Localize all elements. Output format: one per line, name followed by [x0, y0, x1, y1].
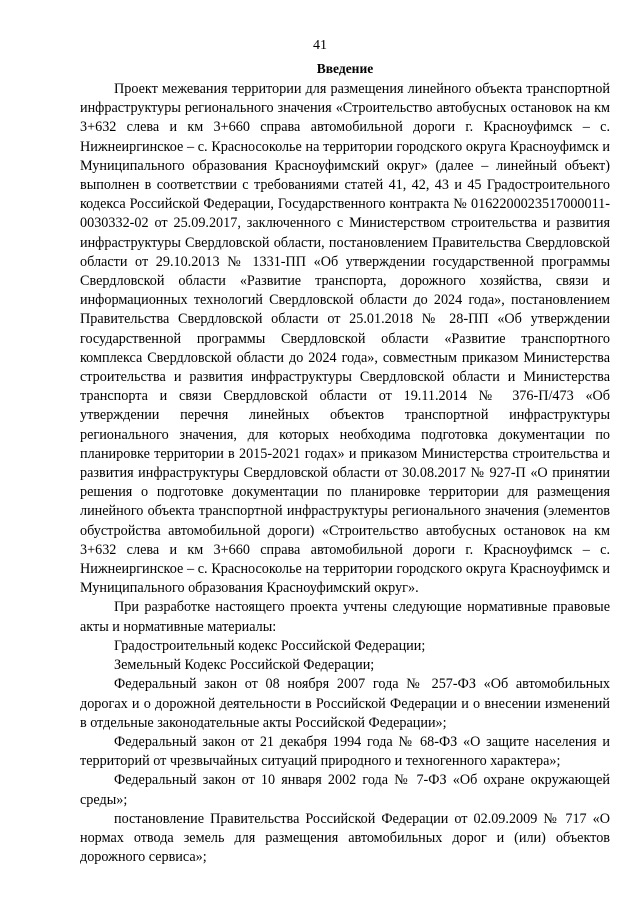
section-heading: Введение	[316, 61, 374, 76]
paragraph-resolution-717: постановление Правительства Российской Федерации от 02.09.2009 № 717 «О нормах отвода земель для размещения автомобильных дорог и (или) объектов дорожного сервиса»;	[80, 810, 610, 866]
paragraph-law-7: Федеральный закон от 10 января 2002 года № 7-ФЗ «Об охране окружающей среды»;	[80, 772, 610, 808]
paragraph-normative-intro: При разработке настоящего проекта учтены следующие нормативные правовые акты и нормативные материалы:	[80, 599, 610, 635]
page-number: 41	[313, 38, 327, 53]
paragraph-law-68: Федеральный закон от 21 декабря 1994 года № 68-ФЗ «О защите населения и территорий от чрезвычайных ситуаций природного и техногенного характера»;	[80, 733, 610, 770]
document-body	[80, 80, 610, 867]
paragraph-intro: Проект межевания территории для размещения линейного объекта транспортной инфраструктуры регионального значения «Строительство автобусных остановок на км 3+632 слева и км 3+660 справа автомобильной дороги г. Красноуфимск – с. Нижнеиргинское – с. Красносоколье на территории городского округа Красноуфимск и Муниципального образования Красноуфимский округ» (далее – линейный объект) выполнен в соответствии с требованиями статей 41, 42, 43 и 45 Градостроительного кодекса Российской Федерации, Государственного контракта № 0162200023517000011-0030332-02 от 25.09.2017, заключенного с Министерством строительства и развития инфраструктуры Свердловской области, постановлением Правительства Свердловской области от 29.10.2013 № 1331-ПП «Об утверждении государственной программы Свердловской области «Развитие транспорта, дорожного хозяйства, связи и информационных технологий Свердловской области до 2024 года», постановлением Правительства Свердловской области от 25.01.2018 № 28-ПП «Об утверждении государственной программы Свердловской области «Развитие транспортного комплекса Свердловской области до 2024 года», совместным приказом Министерства строительства и развития инфраструктуры Свердловской области и Министерства транспорта и связи Свердловской области от 19.11.2014 № 376-П/473 «Об утверждении перечня линейных объектов транспортной инфраструктуры регионального значения, для которых необходима подготовка документации по планировке территории в 2015-2021 годах» и приказом Министерства строительства и развития инфраструктуры Свердловской области от 30.08.2017 № 927-П «О принятии решения о подготовке документации по планировке территории для размещения линейного объекта транспортной инфраструктуры регионального значения (элементов обустройства автомобильной дороги) «Строительство автобусных остановок на км 3+632 слева и км 3+660 справа автомобильной дороги г. Красноуфимск – с. Нижнеиргинское – с. Красносоколье на территории городского округа Красноуфимск и Муниципального образования Красноуфимский округ».	[80, 81, 610, 597]
paragraph-law-257: Федеральный закон от 08 ноября 2007 года № 257-ФЗ «Об автомобильных дорогах и о дорожной деятельности в Российской Федерации и о внесении изменений в отдельные законодательные акты Российской Федерации»;	[80, 676, 610, 731]
paragraph-land-code: Земельный Кодекс Российской Федерации;	[114, 657, 375, 674]
paragraph-grad-code: Градостроительный кодекс Российской Федерации;	[114, 637, 426, 654]
